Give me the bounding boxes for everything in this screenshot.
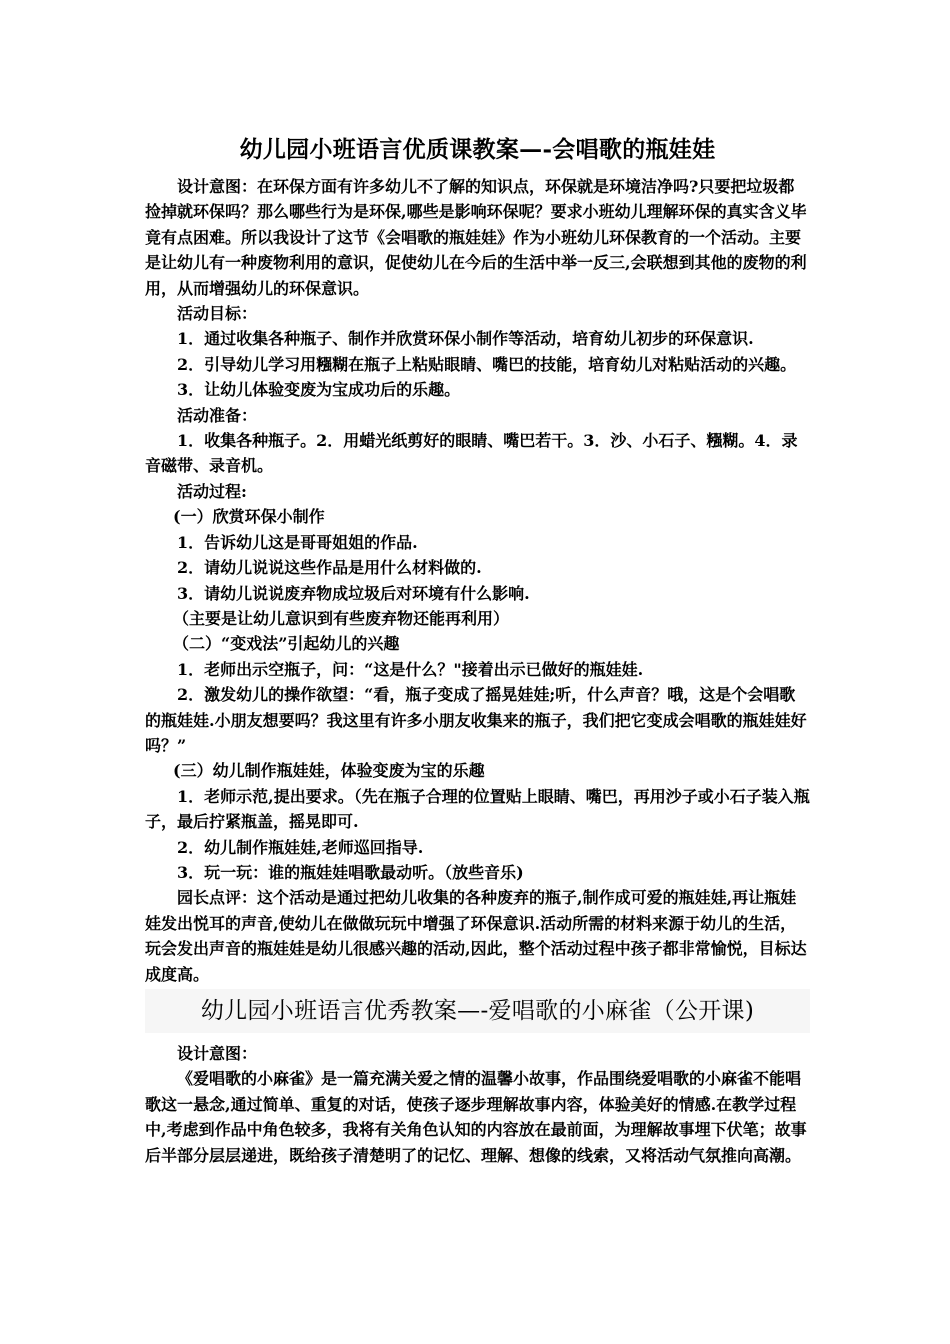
process-heading: 活动过程: [177,481,247,501]
document-content [145,128,810,1168]
part2-item: 2．激发幼儿的操作欲望：“看，瓶子变成了摇晃娃娃;听，什么声音？哦，这是个会唱歌的瓶娃娃.小朋友想要吗？我这里有许多小朋友收集来的瓶子，我们把它变成会唱歌的瓶娃娃好吗？” [145,685,807,755]
goal-item: 3．让幼儿体验变废为宝成功后的乐趣。 [177,380,461,400]
part3-item: 3．玩一玩：谁的瓶娃娃唱歌最动听。（放些音乐) [177,862,524,882]
review-paragraph: 园长点评：这个活动是通过把幼儿收集的各种废弃的瓶子,制作成可爱的瓶娃娃,再让瓶娃娃发出悦耳的声音,使幼儿在做做玩玩中增强了环保意识.活动所需的材料来源于幼儿的生活，玩会发出声音的瓶娃娃是幼儿很感兴趣的活动,因此，整个活动过程中孩子都非常愉悦，目标达成度高。 [145,888,807,984]
part2-title: （二）“变戏法”引起幼儿的兴趣 [173,634,400,654]
part3-item: 1．老师示范,提出要求。（先在瓶子合理的位置贴上眼睛、嘴巴，再用沙子或小石子装入瓶子，最后拧紧瓶盖，摇晃即可. [145,786,810,832]
lesson-title: 幼儿园小班语言优质课教案—-会唱歌的瓶娃娃 [239,136,716,163]
part2-item: 1．老师出示空瓶子，问：“这是什么？"接着出示已做好的瓶娃娃. [177,659,644,679]
design-paragraph: 《爱唱歌的小麻雀》是一篇充满关爱之情的温馨小故事，作品围绕爱唱歌的小麻雀不能唱歌这一悬念,通过简单、重复的对话，使孩子逐步理解故事内容，体验美好的情感.在教学过程中,考虑到作品中角色较多，我将有关角色认知的内容放在最前面，为理解故事埋下伏笔；故事后半部分层层递进，既给孩子清楚明了的记忆、理解、想像的线索，又将活动气氛推向高潮。 [145,1069,807,1165]
design-intent-paragraph: 设计意图：在环保方面有许多幼儿不了解的知识点，环保就是环境洁净吗?只要把垃圾都捡掉就环保吗？那么哪些行为是环保,哪些是影响环保呢？要求小班幼儿理解环保的真实含义毕竟有点困难。所以我设计了这节《会唱歌的瓶娃娃》作为小班幼儿环保教育的一个活动。主要是让幼儿有一种废物利用的意识，促使幼儿在今后的生活中举一反三,会联想到其他的废物的利用，从而增强幼儿的环保意识。 [145,177,807,298]
lesson-plan-bottle-doll [145,128,810,987]
part1-note: （主要是让幼儿意识到有些废弃物还能再利用） [173,608,510,628]
part1-item: 2．请幼儿说说这些作品是用什么材料做的. [177,558,482,578]
prep-paragraph: 1．收集各种瓶子。2．用蜡光纸剪好的眼睛、嘴巴若干。3．沙、小石子、糨糊。4．录音磁带、录音机。 [145,431,798,476]
prep-heading: 活动准备： [177,405,258,425]
part3-title: (三）幼儿制作瓶娃娃，体验变废为宝的乐趣 [173,761,485,781]
part3-item: 2．幼儿制作瓶娃娃,老师巡回指导. [177,837,424,857]
lesson-plan-little-sparrow [145,989,810,1168]
design-heading: 设计意图： [177,1044,258,1063]
part1-item: 1．告诉幼儿这是哥哥姐姐的作品. [177,532,418,552]
part1-item: 3．请幼儿说说废弃物成垃圾后对环境有什么影响. [177,583,530,603]
goal-item: 1．通过收集各种瓶子、制作并欣赏环保小制作等活动，培育幼儿初步的环保意识. [177,329,754,349]
goal-item: 2．引导幼儿学习用糨糊在瓶子上粘贴眼睛、嘴巴的技能，培育幼儿对粘贴活动的兴趣。 [177,354,797,374]
part1-title: (一）欣赏环保小制作 [173,507,325,527]
lesson-title: 幼儿园小班语言优秀教案—-爱唱歌的小麻雀（公开课) [145,989,810,1033]
goals-heading: 活动目标： [177,304,258,324]
